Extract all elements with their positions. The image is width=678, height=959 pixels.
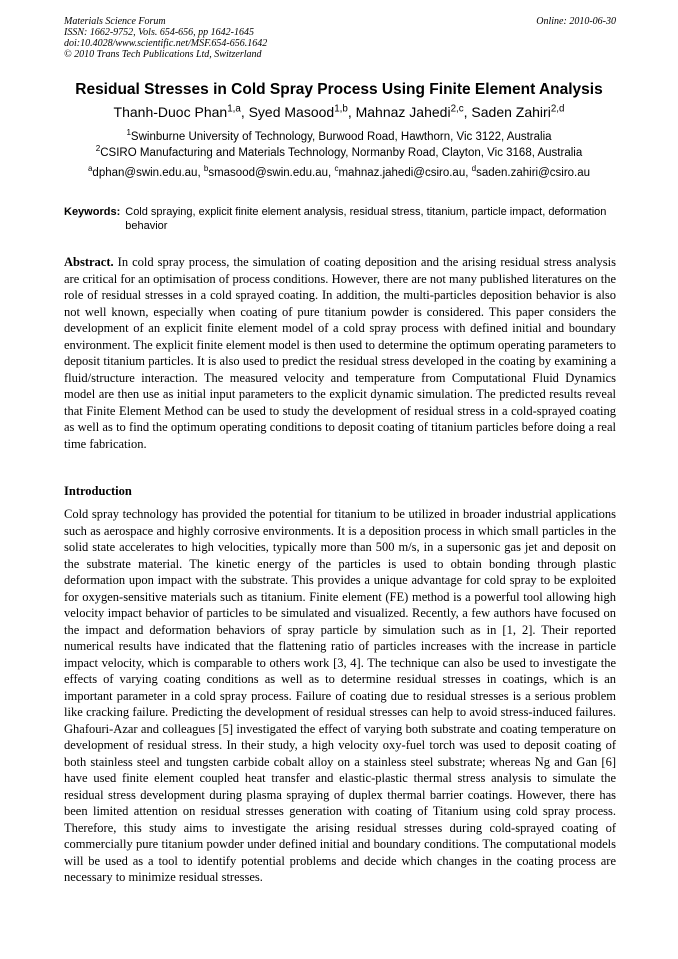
abstract-label: Abstract.	[64, 255, 114, 269]
author: Mahnaz Jahedi$^{2,c}$,	[355, 103, 472, 120]
keywords-label: Keywords:	[64, 206, 121, 218]
email: $^c$mahnaz.jahedi@csiro.au,	[334, 164, 472, 179]
journal-name: Materials Science Forum	[64, 16, 166, 27]
issn-line: ISSN: 1662-9752, Vols. 654-656, pp 1642-1645	[64, 27, 254, 38]
copyright-line: © 2010 Trans Tech Publications Ltd, Switzerland	[64, 49, 262, 60]
introduction-paragraph: Cold spray technology has provided the potential for titanium to be utilized in broader industrial applications such as aerospace and highly corrosive environments. It is a deposition process in which small particles in the solid state accelerates to high velocities, typically more than 500 m/s, in a supersonic gas jet and deposit on the substrate material. The kinetic energy of the particles is used to obtain bonding through plastic deformation upon impact with the substrate. This provides a unique advantage for cold spray to be exploited for oxygen-sensitive materials such as titanium. Finite element (FE) method is a powerful tool allowing high velocity impact behavior of particles to be simulated and visualized. Recently, a few authors have focused on the impact and deformation behaviors of spray particle by simulation such as in [1, 2]. Their reported numerical results have indicated that the flattening ratio of particles increases with the increase in particle impact velocity, which is comparable to others work [3, 4]. The technique can also be used to investigate the effects of varying coating conditions as well as to determine residual stresses in coatings, which is an important parameter in a cold spray process. Failure of coating due to residual stresses is a serious problem like cracking failure. Predicting the development of residual stresses can help to avoid stress-induced failures. Ghafouri-Azar and colleagues [5] investigated the effect of varying both substrate and coating temperature on development of residual stress. In their study, a high velocity oxy-fuel torch was used to deposit coating of both stainless steel and tungsten carbide cobalt alloy on a stainless steel substrate; whereas Ng and Gan [6] have used finite element coupled heat transfer and elastic-plastic thermal stress analysis to simulate the residual stress development during plasma spraying of duplex thermal barrier coatings. However, there has been limited attention on residual stresses generation with coating of Titanium using cold spray process. Therefore, this study aims to investigate the arising residual stresses during cold-sprayed coating of commercially pure titanium powder under defined initial and boundary conditions. The computational models will be used as a tool to identify potential problems and decide which changes in the coating process are necessary to minimize residual stresses.	[64, 507, 616, 884]
affiliation: $^2$CSIRO Manufacturing and Materials Technology, Normanby Road, Clayton, Vic 3168, Australia	[95, 144, 583, 159]
online-date: Online: 2010-06-30	[536, 16, 616, 27]
abstract-paragraph	[64, 254, 616, 452]
email: $^d$saden.zahiri@csiro.au	[471, 164, 591, 179]
doi-line: doi:10.4028/www.scientific.net/MSF.654-656.1642	[64, 38, 268, 49]
keywords-block	[64, 205, 616, 233]
abstract-text: In cold spray process, the simulation of coating deposition and the arising residual stress analysis are critical for an optimisation of process conditions. However, there are not many published literatures on the role of residual stresses in a cold sprayed coating. In addition, the multi-particles deposition behavior is also not well known, especially when coating of pure titanium powder is considered. This paper considers the development of an explicit finite element model of a cold spray process with defined initial and boundary environment. The explicit finite element model is then used to determine the optimum operating parameters to deposit titanium particles. It is also used to predict the residual stress developed in the coating by examining a fluid/structure interaction. The measured velocity and temperature from Computational Fluid Dynamics model are then use as initial input parameters to the explicit dynamic simulation. The predicted results reveal that Finite Element Method can be used to study the development of residual stress in a cold-sprayed coating as well as to find the optimum operating conditions to deposit coating of titanium particles before doing a real time fabrication.	[64, 255, 616, 451]
author-list	[0, 103, 678, 121]
email: $^b$smasood@swin.edu.au,	[203, 164, 335, 179]
publication-header	[64, 16, 616, 60]
introduction-heading: Introduction	[64, 484, 132, 498]
affiliation: $^1$Swinburne University of Technology, Burwood Road, Hawthorn, Vic 3122, Australia	[126, 128, 552, 143]
author: Thanh-Duoc Phan$^{1,a}$,	[113, 103, 249, 120]
author: Syed Masood$^{1,b}$,	[248, 103, 356, 120]
paper-title: Residual Stresses in Cold Spray Process Using Finite Element Analysis	[75, 81, 603, 98]
email-list	[0, 165, 678, 181]
affiliation-list	[0, 129, 678, 161]
keywords-text: Cold spraying, explicit finite element analysis, residual stress, titanium, particle impact, deformation behavior	[125, 206, 607, 232]
author: Saden Zahiri$^{2,d}$	[471, 103, 565, 120]
email: $^a$dphan@swin.edu.au,	[87, 164, 204, 179]
